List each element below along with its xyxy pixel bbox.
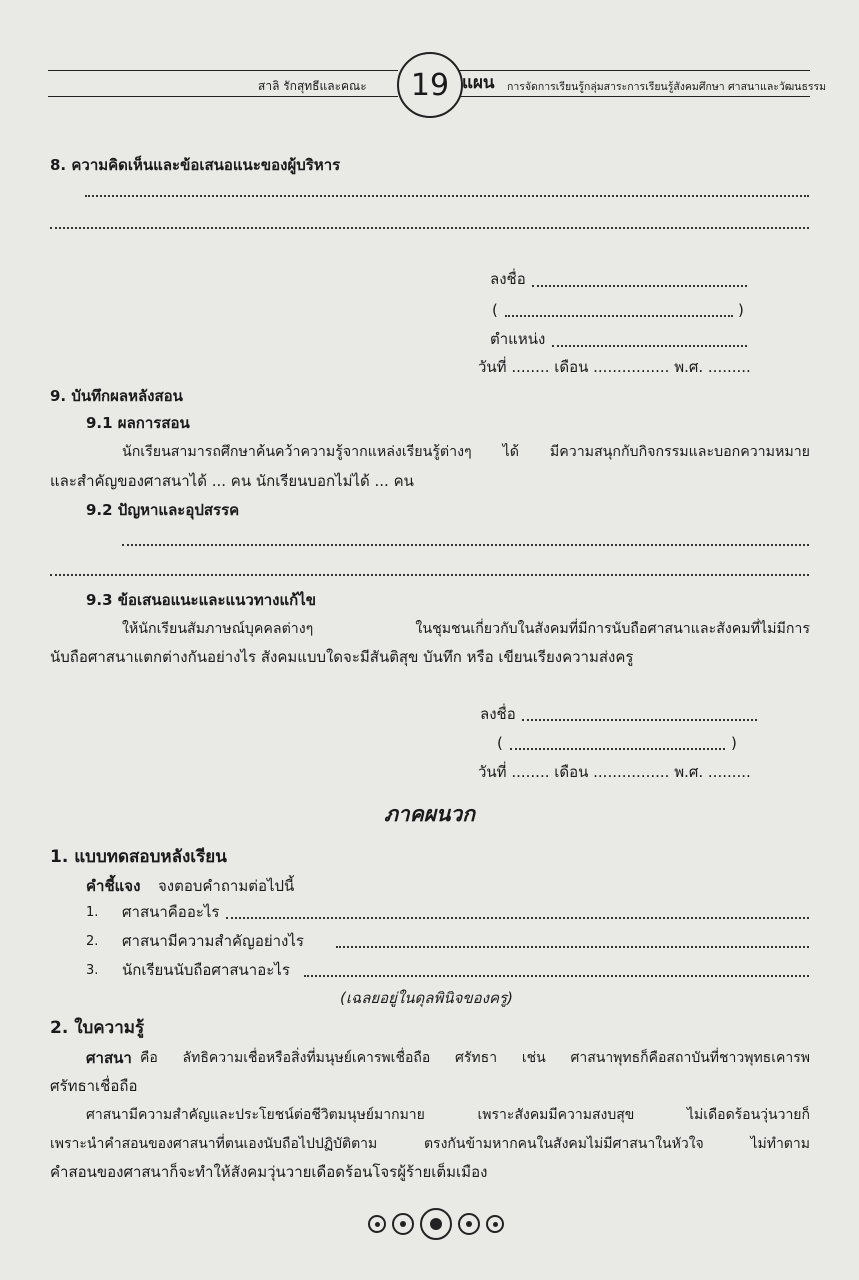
knowledge-term: ศาสนา [86, 1049, 132, 1067]
footer-ornament [368, 1208, 504, 1240]
knowledge-line1: คือ ลัทธิความเชื่อหรือสิ่งที่มนุษย์เคารพเชื่อถือ ศรัทธา เช่น ศาสนาพุทธก็คือสถาบันที่ชาวพุทธเคารพ [140, 1050, 810, 1066]
ornament-ring-medium-icon [458, 1213, 480, 1235]
section9-1-line2: และสำคัญของศาสนาได้ ... คน นักเรียนบอกไม่ได้ ... คน [50, 472, 414, 490]
question-3-answer-line [304, 975, 809, 977]
ornament-ring-small-icon [486, 1215, 504, 1233]
section8-date-line: วันที่ ........ เดือน ................ พ.ศ. ......... [478, 358, 751, 376]
test-heading: 1. แบบทดสอบหลังเรียน [50, 847, 227, 867]
question-2-num: 2. [86, 934, 99, 949]
question-3-text: นักเรียนนับถือศาสนาอะไร [122, 961, 290, 979]
question-3-num: 3. [86, 963, 99, 978]
knowledge-line2: ศรัทธาเชื่อถือ [50, 1077, 138, 1095]
instruction-label: คำชี้แจง [86, 877, 141, 895]
section8-paren-open: ( [492, 301, 498, 319]
section9-sign-line [522, 719, 757, 721]
section9-3-title: 9.3 ข้อเสนอแนะและแนวทางแก้ไข [86, 591, 317, 609]
section8-name-line [505, 315, 733, 317]
knowledge-line4: เพราะนำคำสอนของศาสนาที่ตนเองนับถือไปปฏิบัติตาม ตรงกันข้ามหากคนในสังคมไม่มีศาสนาในหัวใจ ไม่ทำตาม [50, 1136, 810, 1152]
header-left-text: สาลิ รักสุทธีและคณะ [258, 79, 367, 93]
section9-2-title: 9.2 ปัญหาและอุปสรรค [86, 501, 240, 519]
section8-paren-close: ) [738, 301, 744, 319]
section9-3-line1: ให้นักเรียนสัมภาษณ์บุคคลต่างๆ ในชุมชนเกี่ยวกับในสังคมที่มีการนับถือศาสนาและสังคมที่ไม่มีการ [122, 621, 810, 637]
section8-sign-label: ลงชื่อ [490, 270, 526, 288]
appendix-title: ภาคผนวก [384, 802, 475, 826]
section8-position-line [552, 345, 747, 347]
header-rule-top-right [458, 70, 810, 71]
ornament-ring-large-icon [420, 1208, 452, 1240]
section9-sign-label: ลงชื่อ [480, 705, 516, 723]
header-rule-bottom-left [48, 96, 398, 97]
header-plan-label: แผน [462, 73, 495, 93]
section9-paren-close: ) [731, 734, 737, 752]
knowledge-line5: คำสอนของศาสนาก็จะทำให้สังคมวุ่นวายเดือดร้อนโจรผู้ร้ายเต็มเมือง [50, 1163, 488, 1181]
section9-2-fill-line-2 [50, 574, 809, 576]
section9-1-line1: นักเรียนสามารถศึกษาค้นคว้าความรู้จากแหล่งเรียนรู้ต่างๆ ได้ มีความสนุกกับกิจกรรมและบอกความหมาย [122, 444, 810, 460]
section9-date-line: วันที่ ........ เดือน ................ พ.ศ. ......... [478, 763, 751, 781]
section8-fill-line-1 [85, 195, 809, 197]
instruction-text: จงตอบคำถามต่อไปนี้ [158, 877, 295, 895]
question-1-answer-line [226, 917, 809, 919]
section9-paren-open: ( [497, 734, 503, 752]
knowledge-line3: ศาสนามีความสำคัญและประโยชน์ต่อชีวิตมนุษย์มากมาย เพราะสังคมมีความสงบสุข ไม่เดือดร้อนวุ่นวายก็ [86, 1107, 810, 1123]
section9-3-line2: นับถือศาสนาแตกต่างกันอย่างไร สังคมแบบใดจะมีสันติสุข บันทึก หรือ เขียนเรียงความส่งครู [50, 648, 634, 666]
section8-heading: 8. ความคิดเห็นและข้อเสนอแนะของผู้บริหาร [50, 156, 341, 174]
question-1-text: ศาสนาคืออะไร [122, 903, 220, 921]
answer-note: (เฉลยอยู่ในดุลพินิจของครู) [340, 989, 513, 1007]
section8-fill-line-2 [50, 227, 809, 229]
section8-position-label: ตำแหน่ง [490, 330, 546, 348]
question-2-text: ศาสนามีความสำคัญอย่างไร [122, 932, 304, 950]
section9-2-fill-line-1 [122, 544, 809, 546]
ornament-ring-small-icon [368, 1215, 386, 1233]
knowledge-heading: 2. ใบความรู้ [50, 1018, 145, 1038]
page-number: 19 [397, 52, 463, 118]
section9-heading: 9. บันทึกผลหลังสอน [50, 387, 183, 405]
header-rule-top-left [48, 70, 398, 71]
question-1-num: 1. [86, 905, 99, 920]
section8-sign-line [532, 285, 747, 287]
section9-1-title: 9.1 ผลการสอน [86, 414, 190, 432]
section9-name-line [510, 748, 725, 750]
header-right-text: การจัดการเรียนรู้กลุ่มสาระการเรียนรู้สังคมศึกษา ศาสนาและวัฒนธรรม [507, 81, 827, 93]
question-2-answer-line [336, 946, 809, 948]
ornament-ring-medium-icon [392, 1213, 414, 1235]
